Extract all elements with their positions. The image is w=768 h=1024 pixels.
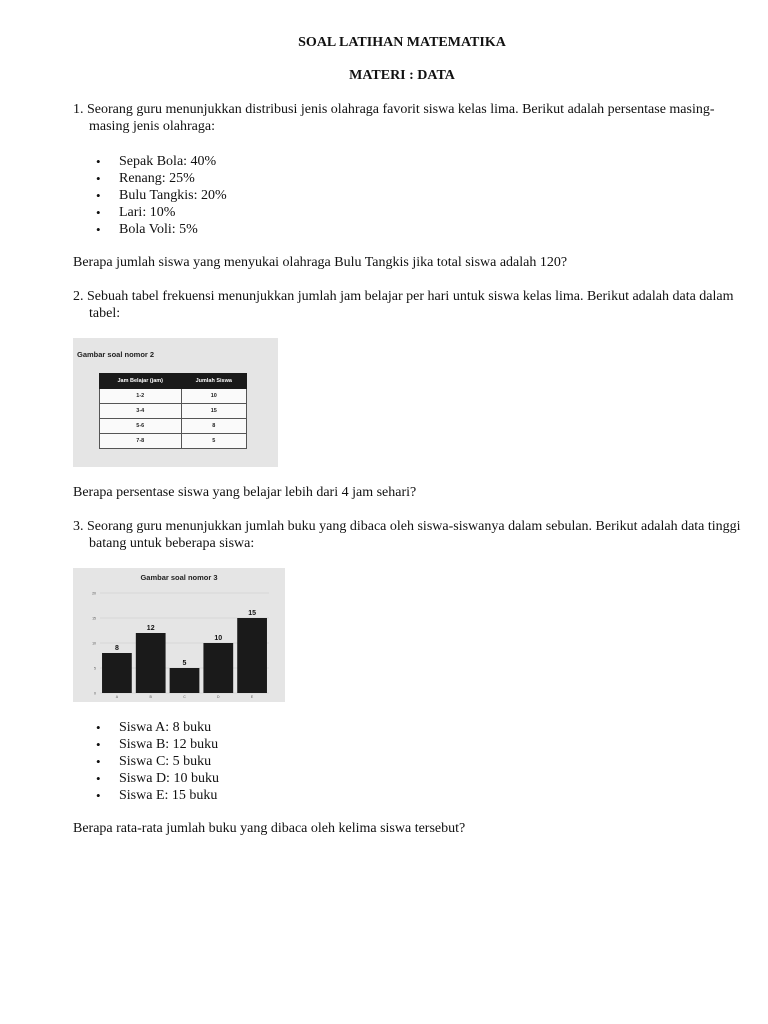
y-tick-label: 0 [94,691,96,696]
q1-question: Berapa jumlah siswa yang menyukai olahraga Bulu Tangkis jika total siswa adalah 120? [73,255,568,270]
list-item: • Siswa D: 10 buku [96,770,219,787]
bar-a [102,653,132,693]
q2-intro: 2. Sebuah tabel frekuensi menunjukkan jumlah jam belajar per hari untuk siswa kelas lima. Berikut adalah data dalam tabel: [73,289,734,321]
q3-question: Berapa rata-rata jumlah buku yang dibaca oleh kelima siswa tersebut? [73,821,466,836]
q2-question: Berapa persentase siswa yang belajar lebih dari 4 jam sehari? [73,485,417,500]
table-cell: 10 [181,389,246,404]
figure-title: Gambar soal nomor 2 [77,350,155,359]
q1-list [96,153,227,238]
list-item: • Renang: 25% [96,170,227,187]
x-tick-label: B [149,695,152,699]
table-row [100,389,247,404]
list-item: • Bola Voli: 5% [96,221,227,238]
table-row [100,419,247,434]
table-cell: 7-8 [100,434,182,449]
list-item: • Bulu Tangkis: 20% [96,187,227,204]
list-item: • Lari: 10% [96,204,227,221]
table-row [100,434,247,449]
bar-chart [73,568,285,702]
bar-c [170,668,200,693]
page-title: SOAL LATIHAN MATEMATIKA [298,35,506,50]
data-label: 12 [146,625,155,632]
data-label: 15 [248,610,256,617]
table-row [100,404,247,419]
frequency-table [99,373,247,449]
table-header: Jumlah Siswa [181,374,246,389]
list-item: • Sepak Bola: 40% [96,153,227,170]
x-tick-label: D [217,695,220,699]
x-tick-label: A [115,695,119,699]
table-cell: 1-2 [100,389,182,404]
table-cell: 5-6 [100,419,182,434]
list-item: • Siswa C: 5 buku [96,753,219,770]
bar-e [237,618,267,693]
page-subtitle: MATERI : DATA [349,68,455,83]
table-header: Jam Belajar (jam) [100,374,182,389]
figure-table [73,338,278,467]
q1-intro: 1. Seorang guru menunjukkan distribusi jenis olahraga favorit siswa kelas lima. Berikut adalah persentase masing-masing jenis olahraga: [73,102,715,134]
bar-d [203,643,233,693]
data-label: 5 [182,660,187,667]
y-tick-label: 15 [92,616,96,621]
q3-list [96,719,219,804]
list-item: • Siswa A: 8 buku [96,719,219,736]
q3-intro: 3. Seorang guru menunjukkan jumlah buku yang dibaca oleh siswa-siswanya dalam sebulan. Berikut adalah data tinggi batang untuk beberapa siswa: [73,519,741,551]
y-tick-label: 5 [94,666,96,671]
x-tick-label: C [183,695,186,699]
data-label: 8 [114,645,119,652]
table-cell: 5 [181,434,246,449]
list-item: • Siswa E: 15 buku [96,787,219,804]
y-tick-label: 20 [92,591,96,596]
bar-b [136,633,166,693]
chart-title: Gambar soal nomor 3 [140,573,218,582]
table-cell: 15 [181,404,246,419]
list-item: • Siswa B: 12 buku [96,736,219,753]
table-cell: 3-4 [100,404,182,419]
y-tick-label: 10 [92,641,96,646]
table-cell: 8 [181,419,246,434]
data-label: 10 [214,635,223,642]
x-tick-label: E [250,695,254,699]
figure-bar-chart [73,568,285,702]
